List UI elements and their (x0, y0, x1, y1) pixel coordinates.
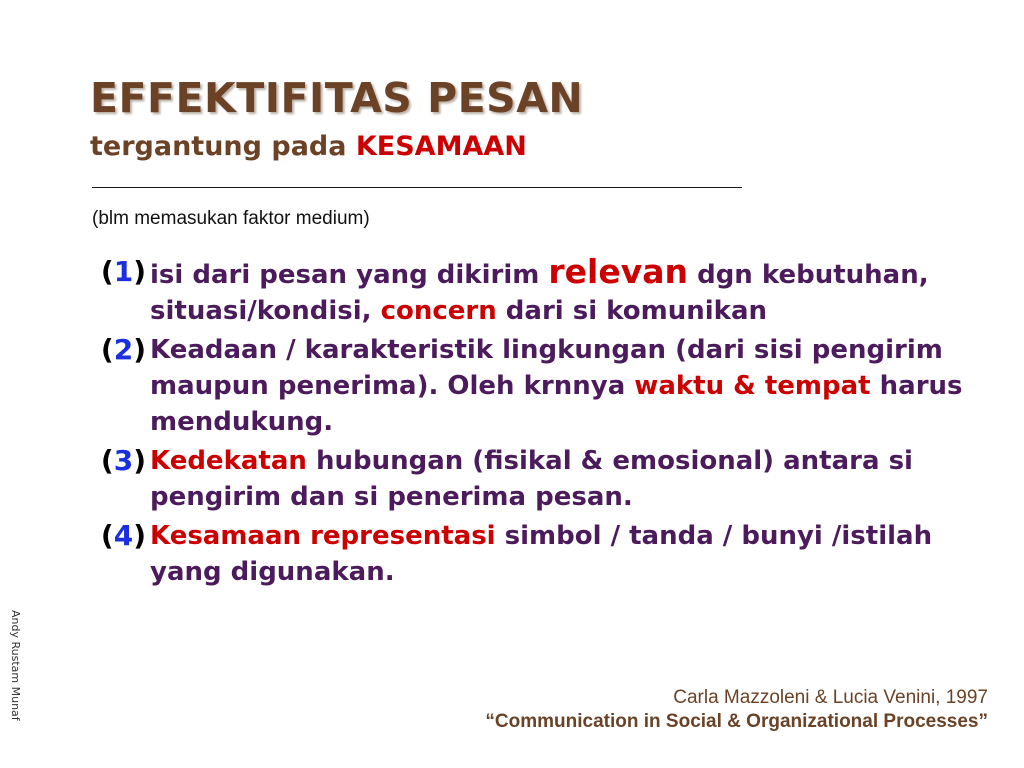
subtitle-keyword: KESAMAAN (355, 131, 527, 162)
item-number (70, 332, 146, 368)
item-text: isi dari pesan yang dikirim (150, 260, 549, 290)
list-item-1 (70, 254, 1000, 329)
paren-close: ) (133, 519, 146, 552)
list-item-2 (70, 332, 1000, 440)
paren-close: ) (133, 444, 146, 477)
subtitle-prefix: tergantung pada (90, 131, 356, 162)
item-text: dgn kebutuhan, situasi/kondisi, (150, 260, 929, 326)
item-text: harus mendukung. (150, 371, 963, 437)
slide-subtitle (90, 130, 527, 164)
item-keyword-concern: concern (380, 296, 497, 326)
paren-open: ( (100, 444, 114, 477)
side-author-name: Andy Rustam Munaf (9, 610, 22, 721)
paren-open: ( (100, 519, 114, 552)
item-digit: 1 (113, 255, 134, 288)
item-text: hubungan (fisikal & emosional) antara si pengirim dan si penerima pesan. (150, 446, 913, 512)
item-number (70, 254, 146, 290)
paren-open: ( (100, 333, 114, 366)
item-keyword-waktu-tempat: waktu & tempat (634, 371, 871, 401)
item-list (70, 254, 1000, 593)
item-number (70, 518, 146, 554)
item-keyword-relevan: relevan (548, 252, 689, 291)
credit-book-title: “Communication in Social & Organizational Processes” (485, 711, 988, 732)
paren-close: ) (133, 333, 146, 366)
paren-open: ( (100, 255, 114, 288)
item-text: dari si komunikan (496, 296, 767, 326)
list-item-3 (70, 443, 1000, 515)
title-divider (92, 187, 742, 188)
paren-close: ) (133, 255, 146, 288)
item-number (70, 443, 146, 479)
item-digit: 3 (113, 444, 134, 477)
item-digit: 2 (113, 333, 134, 366)
item-text: Keadaan / karakteristik lingkungan (dari sisi pengirim maupun penerima). Oleh krnnya (150, 335, 943, 401)
list-item-4 (70, 518, 1000, 590)
item-keyword-kedekatan: Kedekatan (150, 446, 307, 476)
note-text: (blm memasukan faktor medium) (92, 208, 370, 229)
credit-authors: Carla Mazzoleni & Lucia Venini, 1997 (673, 687, 988, 708)
item-digit: 4 (113, 519, 134, 552)
item-text: simbol / tanda / bunyi /istilah yang digunakan. (150, 521, 933, 587)
item-keyword-kesamaan: Kesamaan representasi (150, 521, 496, 551)
slide-title: EFFEKTIFITAS PESAN (90, 74, 584, 122)
